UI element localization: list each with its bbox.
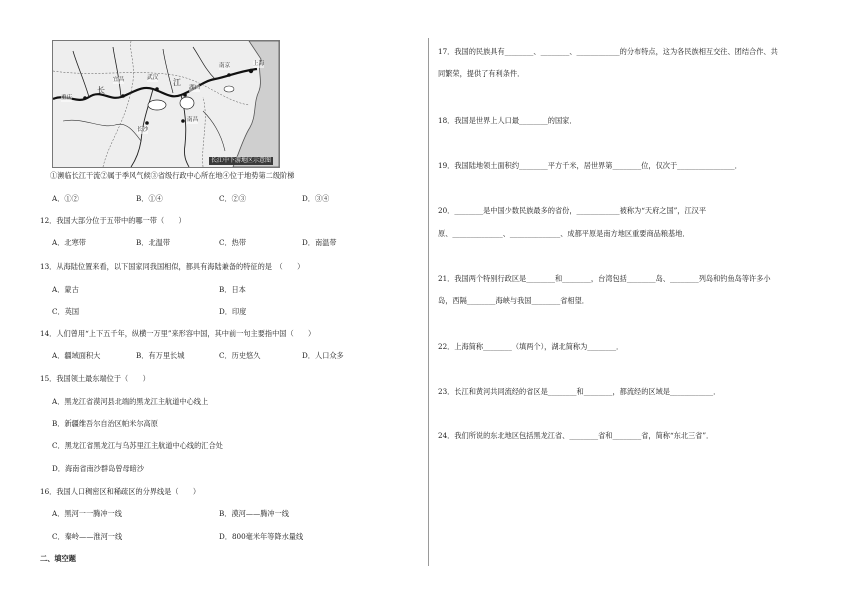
map-label-nanchang: 南昌 bbox=[187, 117, 199, 123]
map-label-yichang: 宜昌 bbox=[113, 77, 125, 83]
q14-choice-d: D．人口众多 bbox=[302, 351, 344, 360]
map-label-nanjing: 南京 bbox=[219, 63, 231, 69]
q11-choice-d: D．③④ bbox=[302, 194, 330, 203]
q13-choice-b: B．日本 bbox=[219, 285, 246, 294]
q19: 19．我国陆地领土面积约________平方千米，居世界第________位，仅次于________________． bbox=[438, 161, 742, 170]
q24: 24．我们所说的东北地区包括黑龙江省、________省和________省，简称“东北三省”． bbox=[438, 431, 714, 440]
section-fill-blank-title: 二、填空题 bbox=[40, 554, 76, 563]
q17-line-1: 17．我国的民族具有________、________、____________的分布特点，这为各民族相互交往、团结合作、共 bbox=[438, 47, 778, 56]
q12-stem: 12．我国大部分位于五带中的哪一带（ ） bbox=[40, 216, 186, 225]
q18: 18．我国是世界上人口最________的国家． bbox=[438, 116, 577, 125]
q22: 22．上海简称________（填两个），湖北简称为________． bbox=[438, 342, 624, 351]
map-caption: 长江中下游地区示意图 bbox=[210, 157, 271, 164]
q16-choice-a: A．黑河一一腾冲一线 bbox=[52, 509, 122, 518]
q14-choice-a: A．疆域面积大 bbox=[52, 351, 101, 360]
q13-choice-d: D．印度 bbox=[219, 307, 247, 316]
map-label-chang: 长 bbox=[97, 86, 105, 95]
q12-choice-d: D．南温带 bbox=[302, 238, 337, 247]
q15-choice-c: C．黑龙江省黑龙江与乌苏里江主航道中心线的汇合处 bbox=[52, 441, 223, 450]
q12-choice-a: A．北寒带 bbox=[52, 238, 86, 247]
q14-stem: 14．人们曾用“上下五千年，纵横一万里”来形容中国，其中前一句主要指中国（ ） bbox=[40, 329, 316, 338]
map-label-jiang: 江 bbox=[173, 78, 181, 87]
q15-choice-b: B．新疆维吾尔自治区帕米尔高原 bbox=[52, 419, 158, 428]
q11-choice-a: A．①② bbox=[52, 194, 79, 203]
q16-choice-c: C．秦岭——淮河一线 bbox=[52, 532, 123, 541]
q13-stem: 13．从海陆位置来看，以下国家同我国相似，都具有海陆兼备的特征的是 （ ） bbox=[40, 262, 305, 271]
q15-stem: 15．我国领土最东端位于（ ） bbox=[40, 374, 150, 383]
q15-choice-d: D．海南省南沙群岛曾母暗沙 bbox=[52, 464, 145, 473]
yangtze-map-figure bbox=[52, 40, 280, 168]
q23: 23．长江和黄河共同流经的省区是________和________，都流经的区域是____________． bbox=[438, 387, 721, 396]
q21-line-2: 岛，西隔________海峡与我国________省相望． bbox=[438, 296, 589, 305]
q21-line-1: 21．我国两个特别行政区是________和________，台湾包括________岛、________列岛和钓鱼岛等许多小 bbox=[438, 274, 771, 283]
map-label-hukou: 湖口 bbox=[189, 85, 201, 91]
map-label-shanghai: 上海 bbox=[253, 61, 265, 67]
q16-choice-d: D．800毫米年等降水量线 bbox=[219, 532, 304, 541]
q17-line-2: 同繁荣，提供了有利条件． bbox=[438, 69, 525, 78]
q13-choice-c: C．英国 bbox=[52, 307, 80, 316]
q11-choice-b: B．①④ bbox=[136, 194, 163, 203]
q12-choice-c: C．热带 bbox=[219, 238, 247, 247]
q20-line-2: 原、______________、______________、成都平原是南方地区重要商品粮基地． bbox=[438, 229, 690, 238]
q14-choice-b: B．有万里长城 bbox=[136, 351, 185, 360]
map-label-wuhan: 武汉 bbox=[147, 75, 159, 81]
q11-options-line: ①濒临长江干流②属于季风气候③省级行政中心所在地④位于地势第二级阶梯 bbox=[50, 171, 295, 180]
map-drawing bbox=[53, 41, 279, 167]
q15-choice-a: A．黑龙江省漠河县北端的黑龙江主航道中心线上 bbox=[52, 397, 209, 406]
q11-choice-c: C．②③ bbox=[219, 194, 247, 203]
q13-choice-a: A．蒙古 bbox=[52, 285, 79, 294]
q20-line-1: 20．________是中国少数民族最多的省份，____________被称为“天府之国”，江汉平 bbox=[438, 206, 707, 215]
map-label-chongqing: 重庆 bbox=[61, 95, 73, 101]
q16-stem: 16．我国人口稠密区和稀疏区的分界线是（ ） bbox=[40, 487, 201, 496]
q12-choice-b: B．北温带 bbox=[136, 238, 171, 247]
map-label-changsha: 长沙 bbox=[137, 127, 149, 133]
q16-choice-b: B．漠河——腾冲一线 bbox=[219, 509, 289, 518]
q14-choice-c: C．历史悠久 bbox=[219, 351, 261, 360]
column-divider bbox=[428, 38, 429, 566]
